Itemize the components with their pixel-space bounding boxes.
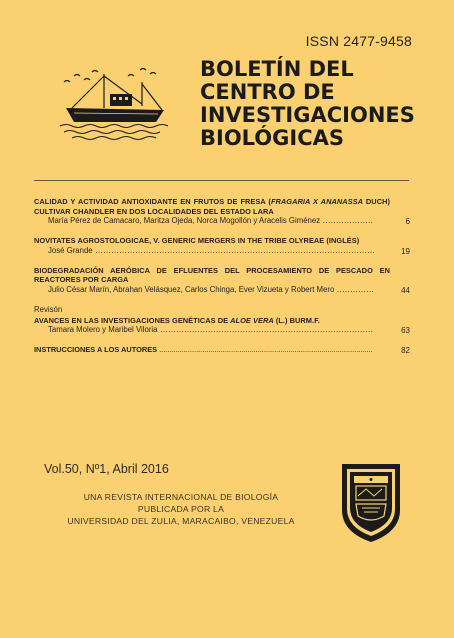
divider — [34, 180, 409, 181]
toc-entry-page: 44 — [401, 285, 410, 295]
toc-entry[interactable] — [34, 197, 410, 226]
toc-entry-title: CALIDAD Y ACTIVIDAD ANTIOXIDANTE EN FRUTOS DE FRESA (FRAGARIA X ANANASSA DUCH) CULTIVAR CHANDLER EN DOS LOCALIDADES DEL ESTADO LARA — [34, 197, 390, 216]
toc-entry-page: 19 — [401, 246, 410, 256]
ship-logo-icon — [58, 64, 173, 144]
toc-entry-authors: José Grande ..... — [34, 246, 374, 256]
toc-entry-page: 82 — [401, 346, 410, 355]
toc-entry-authors: Julio César Marín, Abrahan Velásquez, Carlos Chinga, Ever Vizueta y Robert Mero ..... — [34, 285, 374, 295]
toc-entry[interactable] — [34, 236, 410, 256]
toc-entry-page: 63 — [401, 326, 410, 335]
toc-entry-page: 6 — [405, 217, 410, 226]
university-seal-icon — [336, 458, 406, 544]
title-line: INVESTIGACIONES — [200, 103, 415, 127]
toc-entry-title: INSTRUCCIONES A LOS AUTORES ..... — [34, 345, 372, 355]
toc-entry-title: AVANCES EN LAS INVESTIGACIONES GENÉTICAS DE ALOE VERA (L.) BURM.F. — [34, 315, 320, 325]
title-line: BOLETÍN DEL — [200, 57, 354, 81]
publisher-line: UNIVERSIDAD DEL ZULIA, MARACAIBO, VENEZUELA — [67, 516, 295, 526]
publisher-line: UNA REVISTA INTERNACIONAL DE BIOLOGÍA — [83, 492, 279, 502]
toc-section-label: Revisón — [34, 304, 63, 314]
issn: ISSN 2477-9458 — [305, 33, 412, 49]
toc-entry-title: NOVITATES AGROSTOLOGICAE, V. GENERIC MERGERS IN THE TRIBE OLYREAE (INGLÉS) — [34, 236, 360, 245]
title-line: BIOLÓGICAS — [200, 126, 344, 150]
publisher-line: PUBLICADA POR LA — [137, 504, 225, 514]
toc-entry[interactable] — [34, 345, 410, 355]
toc-entry-authors: María Pérez de Camacaro, Maritza Ojeda, Norca Mogollón y Aracelis Giménez ..... — [34, 216, 374, 226]
publisher-info — [66, 491, 296, 527]
toc-entry[interactable] — [34, 304, 410, 336]
table-of-contents — [34, 197, 410, 365]
journal-title — [200, 58, 440, 150]
title-line: CENTRO DE — [200, 80, 335, 104]
toc-entry[interactable] — [34, 265, 410, 295]
toc-entry-title: BIODEGRADACIÓN AERÓBICA DE EFLUENTES DEL PROCESAMIENTO DE PESCADO EN REACTORES POR CARGA — [34, 265, 390, 284]
volume-info: Vol.50, Nº1, Abril 2016 — [44, 462, 169, 476]
toc-entry-authors: Tamara Molero y Maribel Viloria ..... — [34, 325, 374, 335]
